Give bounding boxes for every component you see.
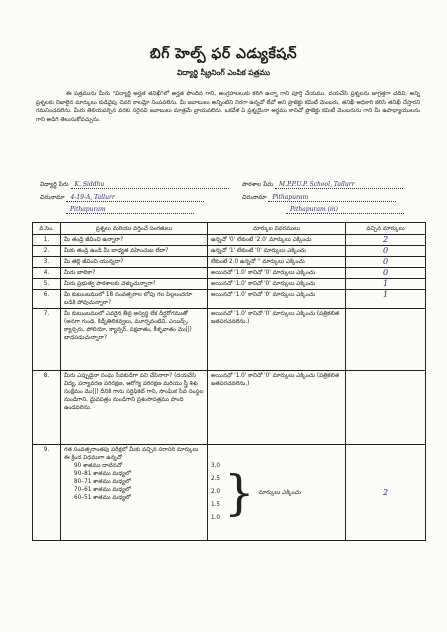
student-name-label: విద్యార్థి పేరు xyxy=(40,181,69,188)
row-number: 6. xyxy=(33,290,61,309)
row-rule: అయినచో '1.0' కానిచో '0' మార్కులు ఎక్కించు (పత్రికలిత జతపరచవలెను.) xyxy=(208,309,346,371)
grade-score: 2.5 xyxy=(211,476,221,482)
row-mark[interactable]: 0 xyxy=(346,268,426,279)
col-header-question: ప్రశ్నలు మరియు వర్తించే సంగతులు xyxy=(61,223,208,235)
row-number: 2. xyxy=(33,246,61,257)
table-row xyxy=(33,268,426,279)
grade-score: 1.0 xyxy=(211,515,221,521)
row-number: 3. xyxy=(33,257,61,268)
row-rule: అయినచో '1.0' కానిచో '0' మార్కులు ఎక్కించు (పత్రికలిత జతపరచవలెను.) xyxy=(208,371,346,445)
grade-range-item: 80–71 శాతము మధ్యలో xyxy=(74,479,131,485)
grade-rule-text: మార్కులు ఎక్కించు xyxy=(258,489,301,496)
row-question: మీ కుటుంబములో ఎవరైన తీవ్ర అస్వస్థ లేక దీర్ఘరోగముతో (అనగా గుండె, కిడ్నీతిలికవ్వలు, మూర్ఛవంటివి, ఎయిడ్స్, క్యాన్సరు, పోలియో, క్యాన్సర్, పక్షవాతం, కీళ్ళవాతం మొ||) బాధపడుచున్నారా? xyxy=(61,309,208,371)
row-mark[interactable]: 1 xyxy=(346,290,426,309)
curly-brace-icon: } xyxy=(224,464,255,521)
student-name-value: K. Siddhu xyxy=(71,181,229,189)
mandal-label: చిరునామా xyxy=(242,194,267,201)
address-field xyxy=(40,194,204,202)
grade-score: 2.0 xyxy=(211,489,221,495)
row-question: మీ తండ్రి జీవించి ఉన్నారా? xyxy=(61,235,208,246)
grade-range-item: 90–81 శాతము మధ్యలో xyxy=(74,471,131,477)
address2-field xyxy=(66,206,194,214)
grade-score-group xyxy=(211,460,342,525)
row-number: 8. xyxy=(33,371,61,445)
table-header-row xyxy=(33,223,426,235)
grade-question-intro: గత సంవత్సరాంతపు పరీక్షలో మీకు వచ్చిన సరాసరి మార్కులు ఈ క్రింద విధముగా ఉన్నచో xyxy=(64,447,199,461)
row-rule: లేకుంటే 2.0 ఉన్నచో '' మార్కులు ఎక్కించు xyxy=(208,257,346,268)
school-name-label: పాఠశాల పేరు xyxy=(242,181,274,188)
questions-table xyxy=(32,222,426,541)
district-field xyxy=(286,206,404,214)
mandal-value: Pithapuram xyxy=(268,194,396,202)
page-subtitle: విద్యార్థి స్క్రీనింగ్ ఎంపిక పత్రము xyxy=(176,68,271,77)
instructions-text: ఈ పత్రమును మీరు "విద్యార్థి అర్హత తనిఖీ"లో అర్హత పొందిన గాని, అంగ్రహలలుకు కలిగి ఉన్నా గాని పూర్తి చేయము, దయచేసి ప్రశ్నలను జాగ్రత్తగా చదివి, అన్ని ప్రశ్నలకు నిజాలైన మార్కులు కుడివైపు చివరి కాలమ్లో నింపవలెను. మీ జవాబులు అన్నింటిని నిరగా ఉన్నవో లేవో అని ప్రాజెక్టు కమిటీ మెంబరు, తనిఖీ అధికారి కలిసి తనిఖీ చేస్తారని గమనించవలెను. మీరు తెలియపర్చిన వరకు సరైనవి జవాబులు మాత్రమే వ్రాయవలెను. ఒకవేళ ఏ ప్రశ్నయైనా అర్థము కానిచో ప్రాజెక్టు కమిటీ మెంబరును గాని మీ ఉపాధ్యాయులను గాని అడిగి తెలుసుకోవచ్చును. xyxy=(36,91,420,123)
school-name-field xyxy=(242,181,403,189)
mandal-field xyxy=(242,194,396,202)
col-header-marks-detail: మార్కుల వివరములు xyxy=(208,223,346,235)
row-mark[interactable]: 0 xyxy=(346,257,426,268)
school-name-value: M.P.P.U.P. School, Tallurr xyxy=(275,181,403,189)
table-row xyxy=(33,371,426,445)
row-mark[interactable]: 0 xyxy=(346,246,426,257)
grade-range-item: 60–51 శాతము మధ్యలో xyxy=(74,495,131,501)
table-row xyxy=(33,257,426,268)
grade-range-list xyxy=(74,462,204,502)
row-number: 7. xyxy=(33,309,61,371)
row-question: మీ కుటుంబములో 18 సంవత్సరాల లోపు గల పిల్లలందరూ బడికి పోవుచున్నారా? xyxy=(61,290,208,309)
row-mark[interactable]: 1 xyxy=(346,279,426,290)
row-number: 9. xyxy=(33,445,61,541)
grade-score: 3.0 xyxy=(211,463,221,469)
table-row xyxy=(33,279,426,290)
instructions xyxy=(36,90,420,124)
address-label: చిరునామా xyxy=(40,194,65,201)
row-number: 1. xyxy=(33,235,61,246)
row-question: మీరు బాలికా? xyxy=(61,268,208,279)
row-rule: ఉన్నచో '0' లేకుంటే '2.0' మార్కులు ఎక్కించు xyxy=(208,235,346,246)
student-name-field xyxy=(40,181,229,189)
row-mark[interactable] xyxy=(346,309,426,371)
row-mark[interactable]: 2 xyxy=(346,445,426,541)
address-value: 4-19-A, Tallurr xyxy=(66,194,204,202)
table-row xyxy=(33,235,426,246)
row-question: మీ తల్లి జీవించి యున్నదా? xyxy=(61,257,208,268)
row-mark[interactable]: 2 xyxy=(346,235,426,246)
row-rule: అయినచో '1.0' కానిచో '0' మార్కులు ఎక్కించు xyxy=(208,290,346,309)
district-value: Pithapuram (m) xyxy=(286,206,404,214)
row-question: మీకు తండ్రి ఉండి మీ బాధ్యత వహించుట లేదా? xyxy=(61,246,208,257)
row-rule: అయినచో '1.0' కానిచో '0' మార్కులు ఎక్కించు xyxy=(208,279,346,290)
table-row xyxy=(33,246,426,257)
grade-range-item: 90 శాతము దాటినచో xyxy=(74,463,123,469)
table-row xyxy=(33,290,426,309)
col-header-marks-obtained: వచ్చిన మార్కులు xyxy=(346,223,426,235)
row-number: 5. xyxy=(33,279,61,290)
table-row xyxy=(33,445,426,541)
row-rule: అయినచో '1.0' కానిచో '0' మార్కులు ఎక్కించు xyxy=(208,268,346,279)
row-question xyxy=(61,445,208,541)
col-header-sno: వ.సెం. xyxy=(33,223,61,235)
grade-score-list xyxy=(211,460,220,525)
row-rule xyxy=(208,445,346,541)
grade-score: 1.5 xyxy=(211,502,221,508)
row-number: 4. xyxy=(33,268,61,279)
grade-range-item: 70–61 శాతము మధ్యలో xyxy=(74,487,131,493)
row-question: మీరు ప్రభుత్వ పాఠశాలకు వెళ్ళుచున్నారా? xyxy=(61,279,208,290)
address2-value: Pithapuram xyxy=(66,206,194,214)
row-rule: ఉన్నచో '1' లేకుంటే '0' మార్కులు ఎక్కించు xyxy=(208,246,346,257)
row-mark[interactable] xyxy=(346,371,426,445)
row-question: మీరు ఎప్పుడైనా సంఘ సేవకుడిగా పని చేసినారా? (దయచేసి విద్య, పర్యావరణ పరిరక్షణ, ఆరోగ్య పరిరక్షణ మరియు స్త్రీ శిశు సంక్షేమం మొ||) దీనికి గాను సర్టిఫికెట్ గాని, సాంఘిక సేవ సంస్థల నుండిగాని, ధ్రువపత్రం నుండిగాని ప్రశంసాపత్రము పొంది ఉండవలెను. xyxy=(61,371,208,445)
page-title: బిగ్ హెల్ప్ ఫర్ ఎడ్యుకేషన్ xyxy=(149,46,298,62)
table-row xyxy=(33,309,426,371)
